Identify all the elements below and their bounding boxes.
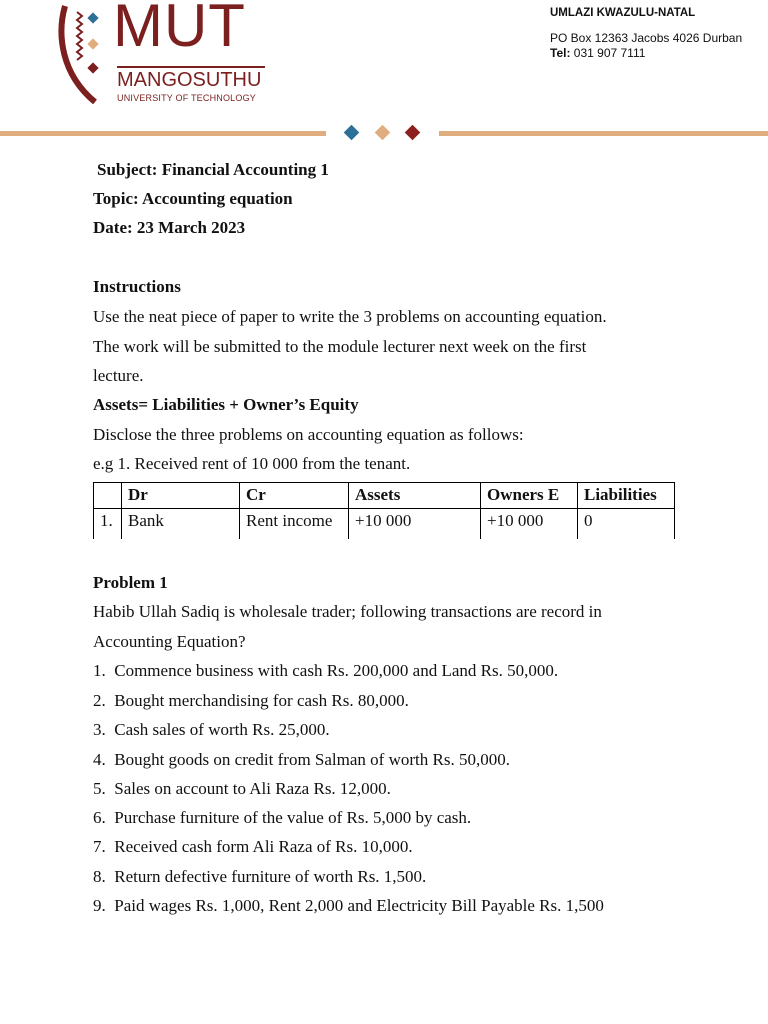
university-logo bbox=[55, 0, 285, 104]
list-item-number: 4. bbox=[93, 750, 106, 769]
list-item-text: Paid wages Rs. 1,000, Rent 2,000 and Electricity Bill Payable Rs. 1,500 bbox=[114, 896, 604, 915]
instruction-line-2: The work will be submitted to the module lecturer next week on the first bbox=[93, 337, 587, 356]
logo-arc-icon bbox=[55, 4, 105, 104]
blue-diamond-icon bbox=[344, 125, 360, 141]
tel-label: Tel: bbox=[550, 46, 571, 60]
list-item-number: 1. bbox=[93, 661, 106, 680]
table-header-cell bbox=[94, 483, 122, 509]
list-item bbox=[93, 838, 413, 855]
table-header-row bbox=[94, 483, 675, 509]
table-header-cell: Cr bbox=[240, 483, 349, 509]
table-header-cell: Owners E bbox=[481, 483, 578, 509]
list-item-number: 9. bbox=[93, 896, 106, 915]
list-item bbox=[93, 692, 409, 709]
list-item-text: Purchase furniture of the value of Rs. 5,000 by cash. bbox=[114, 808, 472, 827]
table-cell: +10 000 bbox=[349, 509, 481, 539]
problem-1-intro-1: Habib Ullah Sadiq is wholesale trader; following transactions are record in bbox=[93, 602, 602, 621]
list-item bbox=[93, 780, 391, 797]
address-region: UMLAZI KWAZULU-NATAL bbox=[550, 7, 696, 19]
list-item bbox=[93, 897, 604, 914]
table-cell: Rent income bbox=[240, 509, 349, 539]
list-item-text: Bought goods on credit from Salman of worth Rs. 50,000. bbox=[114, 750, 510, 769]
list-item-number: 7. bbox=[93, 837, 106, 856]
list-item-number: 5. bbox=[93, 779, 106, 798]
list-item bbox=[93, 809, 471, 826]
table-header-cell: Dr bbox=[122, 483, 240, 509]
list-item-text: Cash sales of worth Rs. 25,000. bbox=[114, 720, 330, 739]
logo-mut: MUT bbox=[113, 0, 246, 59]
logo-rule bbox=[117, 66, 265, 68]
tel-value: 031 907 7111 bbox=[573, 46, 646, 60]
table-cell: 0 bbox=[578, 509, 675, 539]
disclose-line: Disclose the three problems on accounting equation as follows: bbox=[93, 425, 524, 444]
problem-1-heading: Problem 1 bbox=[93, 573, 168, 592]
example-table bbox=[93, 482, 675, 539]
logo-subtitle: UNIVERSITY OF TECHNOLOGY bbox=[117, 93, 256, 103]
list-item-text: Commence business with cash Rs. 200,000 and Land Rs. 50,000. bbox=[114, 661, 559, 680]
topic-line: Topic: Accounting equation bbox=[93, 189, 293, 208]
instruction-line-1: Use the neat piece of paper to write the 3 problems on accounting equation. bbox=[93, 307, 607, 326]
list-item bbox=[93, 662, 558, 679]
list-item-number: 3. bbox=[93, 720, 106, 739]
list-item-number: 2. bbox=[93, 691, 106, 710]
accounting-equation: Assets= Liabilities + Owner’s Equity bbox=[93, 395, 359, 414]
logo-full-name: MANGOSUTHU bbox=[117, 69, 262, 91]
list-item-text: Received cash form Ali Raza of Rs. 10,000. bbox=[114, 837, 413, 856]
problem-1-intro-2: Accounting Equation? bbox=[93, 632, 246, 651]
table-header-cell: Liabilities bbox=[578, 483, 675, 509]
table-header-cell: Assets bbox=[349, 483, 481, 509]
table-cell: 1. bbox=[94, 509, 122, 539]
header-band-right bbox=[439, 131, 768, 136]
list-item bbox=[93, 868, 426, 885]
instructions-heading: Instructions bbox=[93, 277, 181, 296]
list-item-number: 6. bbox=[93, 808, 106, 827]
date-line: Date: 23 March 2023 bbox=[93, 218, 246, 237]
maroon-diamond-icon bbox=[405, 125, 421, 141]
list-item bbox=[93, 721, 330, 738]
tan-diamond-icon bbox=[375, 125, 391, 141]
list-item-text: Bought merchandising for cash Rs. 80,000. bbox=[114, 691, 409, 710]
address-po-box: PO Box 12363 Jacobs 4026 Durban bbox=[550, 31, 743, 45]
header-band-left bbox=[0, 131, 326, 136]
list-item-text: Return defective furniture of worth Rs. 1,500. bbox=[114, 867, 427, 886]
table-cell: +10 000 bbox=[481, 509, 578, 539]
instruction-line-3: lecture. bbox=[93, 366, 144, 385]
table-cell: Bank bbox=[122, 509, 240, 539]
subject-line: Subject: Financial Accounting 1 bbox=[97, 160, 329, 179]
table-row bbox=[94, 509, 675, 539]
list-item-number: 8. bbox=[93, 867, 106, 886]
list-item bbox=[93, 751, 510, 768]
example-line: e.g 1. Received rent of 10 000 from the tenant. bbox=[93, 454, 411, 473]
list-item-text: Sales on account to Ali Raza Rs. 12,000. bbox=[114, 779, 391, 798]
address-telephone bbox=[550, 46, 645, 60]
